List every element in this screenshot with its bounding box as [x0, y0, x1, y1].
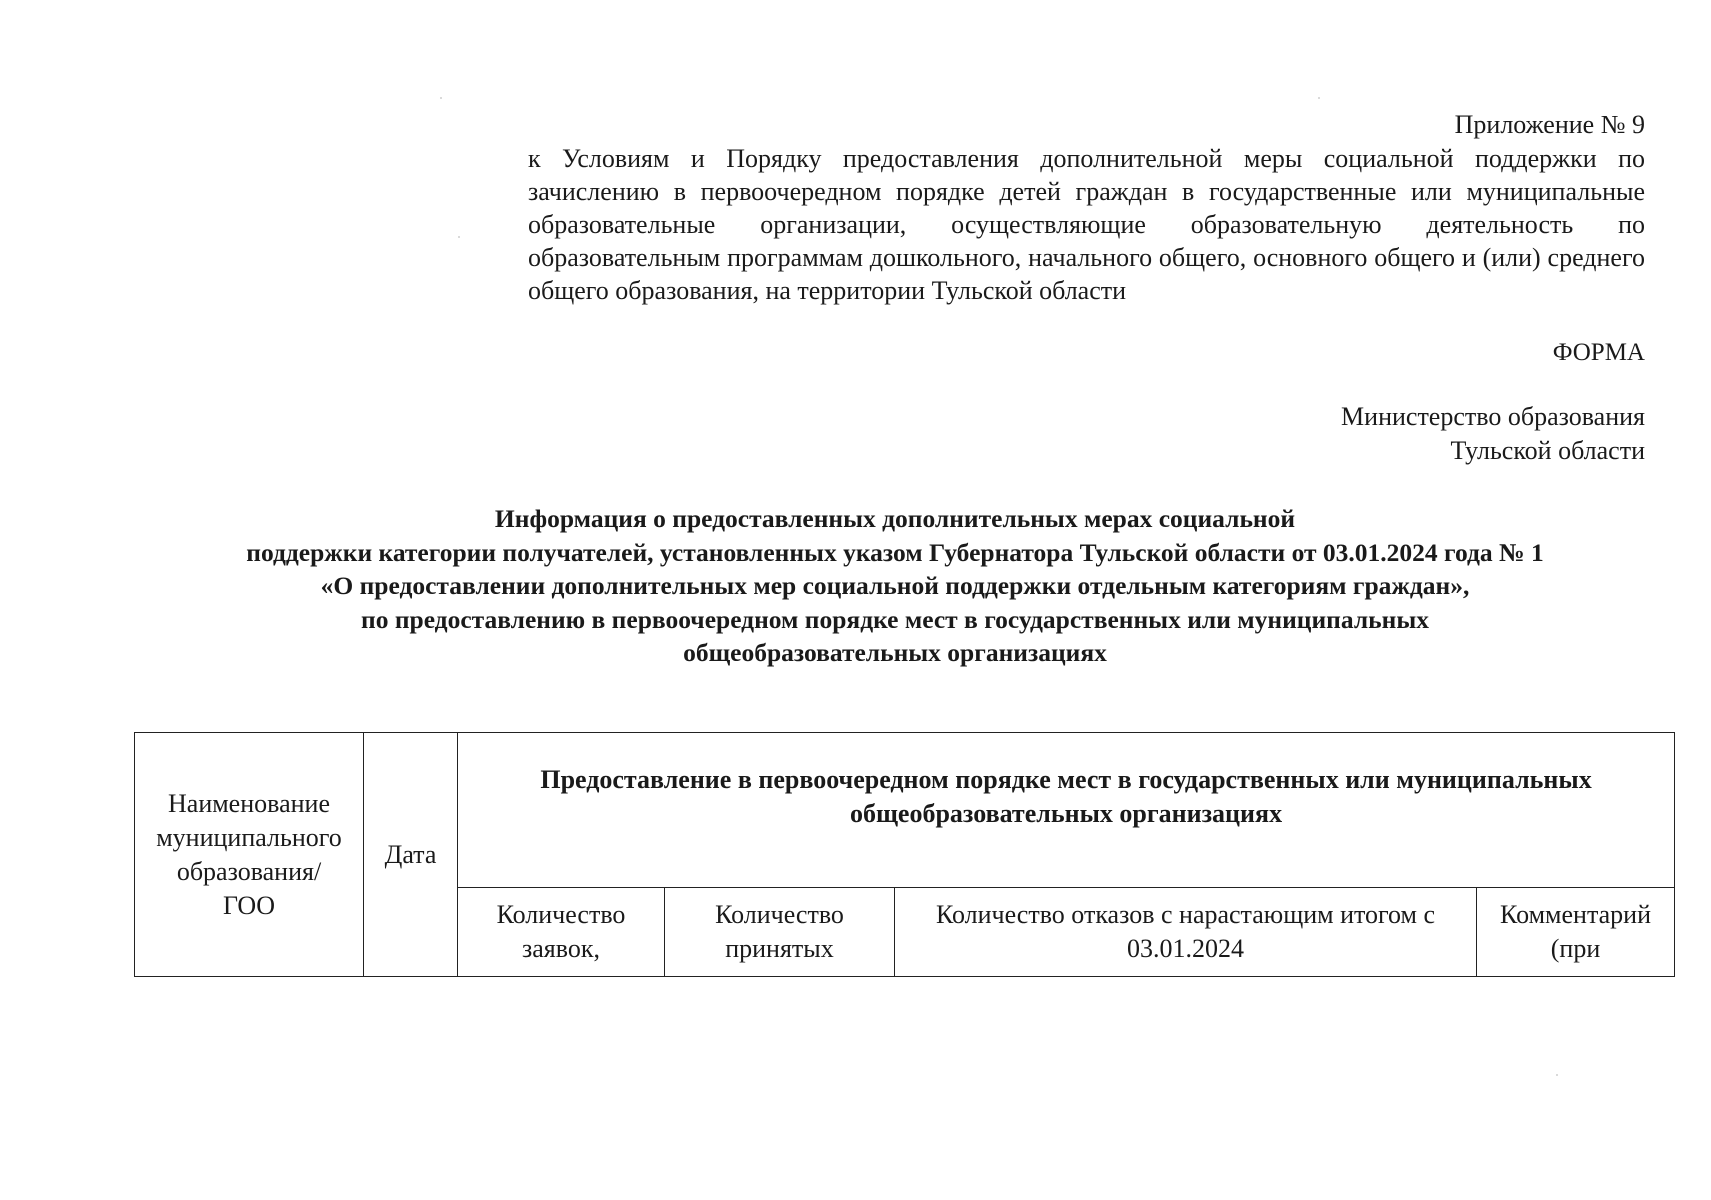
header-refusals-count: Количество отказов с нарастающим итогом с 03.01.2024 [895, 888, 1477, 977]
header-priority-placement-group: Предоставление в первоочередном порядке мест в государственных или муниципальных общеобразовательных организациях [458, 733, 1675, 888]
appendix-description: к Условиям и Порядку предоставления дополнительной меры социальной поддержки по зачислению в первоочередном порядке детей граждан в государственные или муниципальные образовательные организации, осуществляющие образовательную деятельность по образовательным программам дошкольного, начального общего, основного общего и (или) среднего общего образования, на территории Тульской области [528, 144, 1645, 305]
scan-speck [1318, 97, 1320, 99]
title-line-1: Информация о предоставленных дополнительных мерах социальной [494, 504, 1296, 533]
table-header-row [135, 733, 1675, 888]
report-form-table [134, 732, 1675, 977]
title-line-4: по предоставлению в первоочередном порядке мест в государственных или муниципальных [361, 604, 1429, 634]
title-line-2: поддержки категории получателей, установленных указом Губернатора Тульской области от 03.01.2024 года № 1 [246, 537, 1544, 567]
title-line-5: общеобразовательных организациях [683, 638, 1107, 667]
header-accepted-count: Количество принятых [665, 888, 895, 977]
appendix-number: Приложение № 9 [1454, 110, 1645, 139]
recipient-line-2: Тульской области [1450, 436, 1645, 465]
header-municipality-name: Наименование муниципального образования/ ГОО [135, 733, 364, 977]
scan-speck [458, 236, 460, 238]
recipient-block [1341, 400, 1645, 468]
header-requests-count: Количество заявок, [458, 888, 665, 977]
form-label: ФОРМА [1552, 339, 1645, 366]
header-date: Дата [364, 733, 458, 977]
title-line-3: «О предоставлении дополнительных мер социальной поддержки отдельным категориям граждан», [320, 571, 1470, 600]
document-title [140, 502, 1650, 670]
header-comment: Комментарий (при [1477, 888, 1675, 977]
scan-speck [440, 97, 442, 99]
recipient-line-1: Министерство образования [1341, 402, 1645, 431]
scan-speck [1556, 1074, 1558, 1076]
